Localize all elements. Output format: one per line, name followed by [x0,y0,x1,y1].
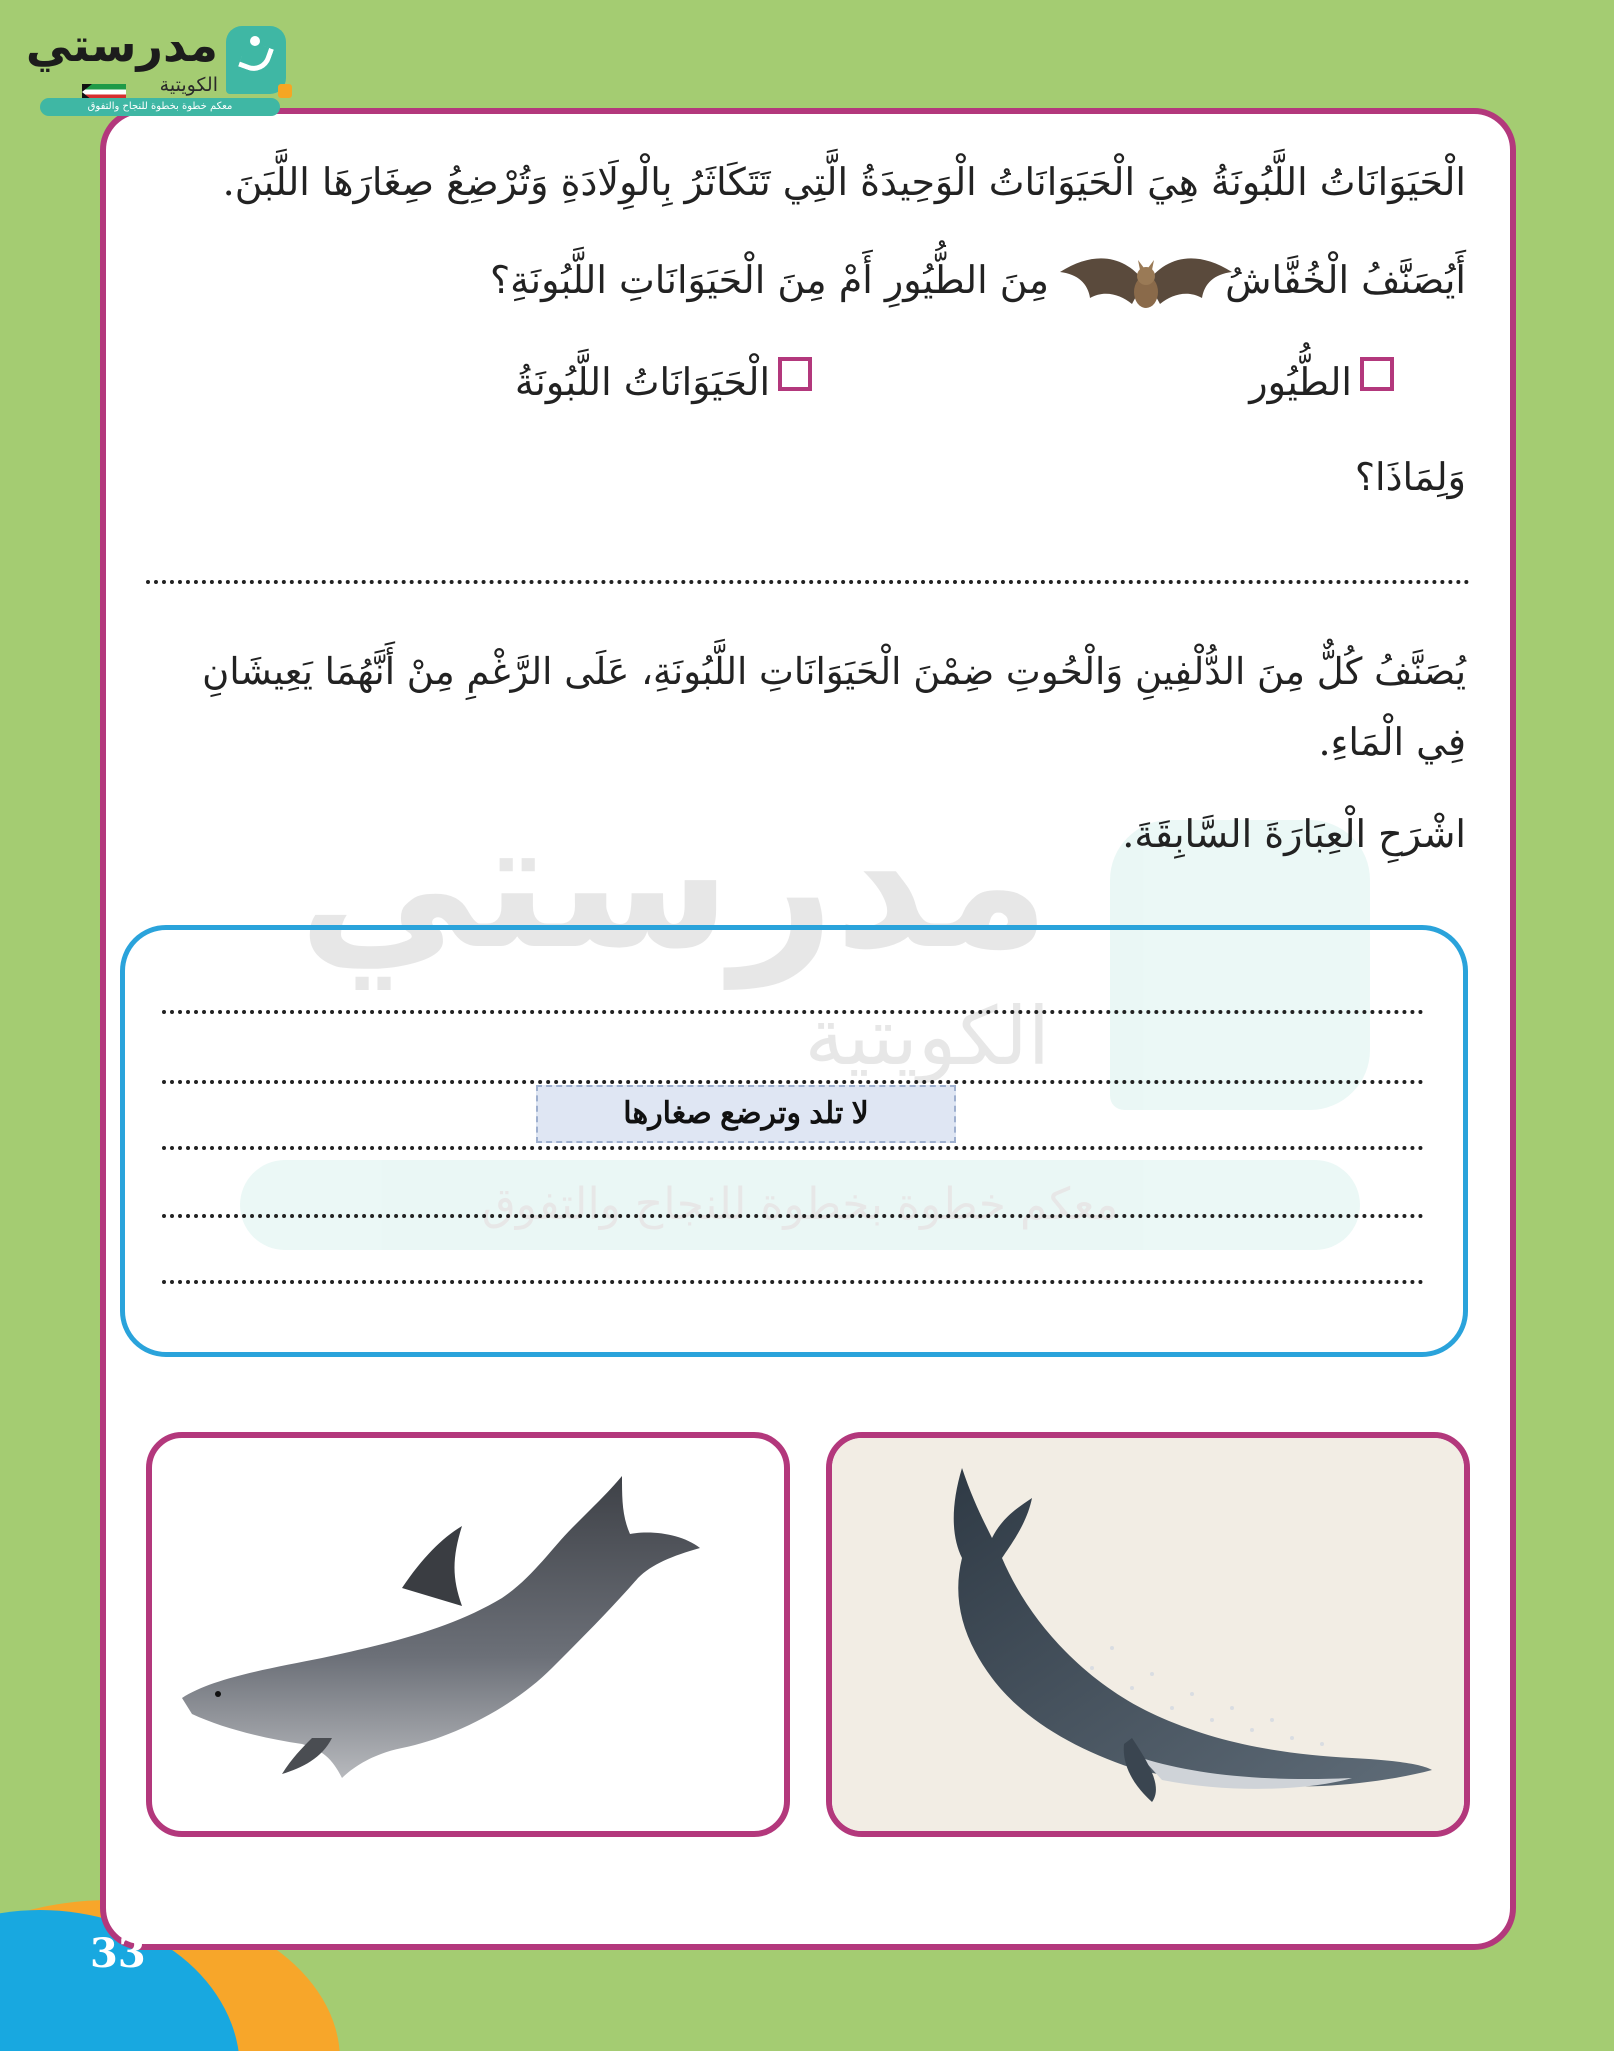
answer-line-1[interactable] [162,1010,1424,1014]
dolphin-photo-frame [146,1432,790,1837]
bat-icon [1058,238,1234,330]
why-answer-line[interactable] [146,580,1470,584]
answer-line-5[interactable] [162,1280,1424,1284]
dolphin-whale-statement-line1: يُصَنَّفُ كُلٌّ مِنَ الدُّلْفِينِ وَالْحُوتِ ضِمْنَ الْحَيَوَانَاتِ اللَّبُونَةِ، عَلَى الرَّغْمِ مِنْ أَنَّهُمَا يَعِيشَانِ [202,650,1466,693]
answer-line-3[interactable] [162,1146,1424,1150]
logo-name: مدرستي [25,18,218,72]
bat-question-part2: مِنَ الطُّيُورِ أَمْ مِنَ الْحَيَوَانَاتِ اللَّبُونَةِ؟ [490,258,1049,302]
mammals-statement: الْحَيَوَانَاتُ اللَّبُونَةُ هِيَ الْحَيَوَانَاتُ الْوَحِيدَةُ الَّتِي تَتَكَاثَرُ بِالْوِلَادَةِ وَتُرْضِعُ صِغَارَهَا اللَّبَنَ. [222,160,1466,204]
logo-mark-icon [226,26,286,94]
page-number: 33 [90,1930,146,1977]
why-question: وَلِمَاذَا؟ [1354,455,1466,499]
whale-icon [832,1438,1464,1831]
option-mammals-label: الْحَيَوَانَاتُ اللَّبُونَةُ [514,360,770,404]
option-birds-checkbox[interactable] [1360,357,1394,391]
option-mammals-checkbox[interactable] [778,357,812,391]
logo-tagline: معكم خطوة بخطوة للنجاح والتفوق [40,98,280,116]
dolphin-icon [152,1438,784,1831]
logo-subtitle: الكويتية [159,74,218,96]
answer-line-4[interactable] [162,1214,1424,1218]
answer-input[interactable]: لا تلد وترضع صغارها [536,1085,956,1143]
option-birds-label: الطُّيُور [1249,360,1352,404]
explain-instruction: اشْرَحِ الْعِبَارَةَ السَّابِقَةَ. [1122,812,1466,856]
dolphin-whale-statement-line2: فِي الْمَاءِ. [1318,720,1466,764]
answer-line-2[interactable] [162,1080,1424,1084]
bat-question-part1: أَيُصَنَّفُ الْخُفَّاشُ [1225,258,1466,302]
whale-photo-frame [826,1432,1470,1837]
